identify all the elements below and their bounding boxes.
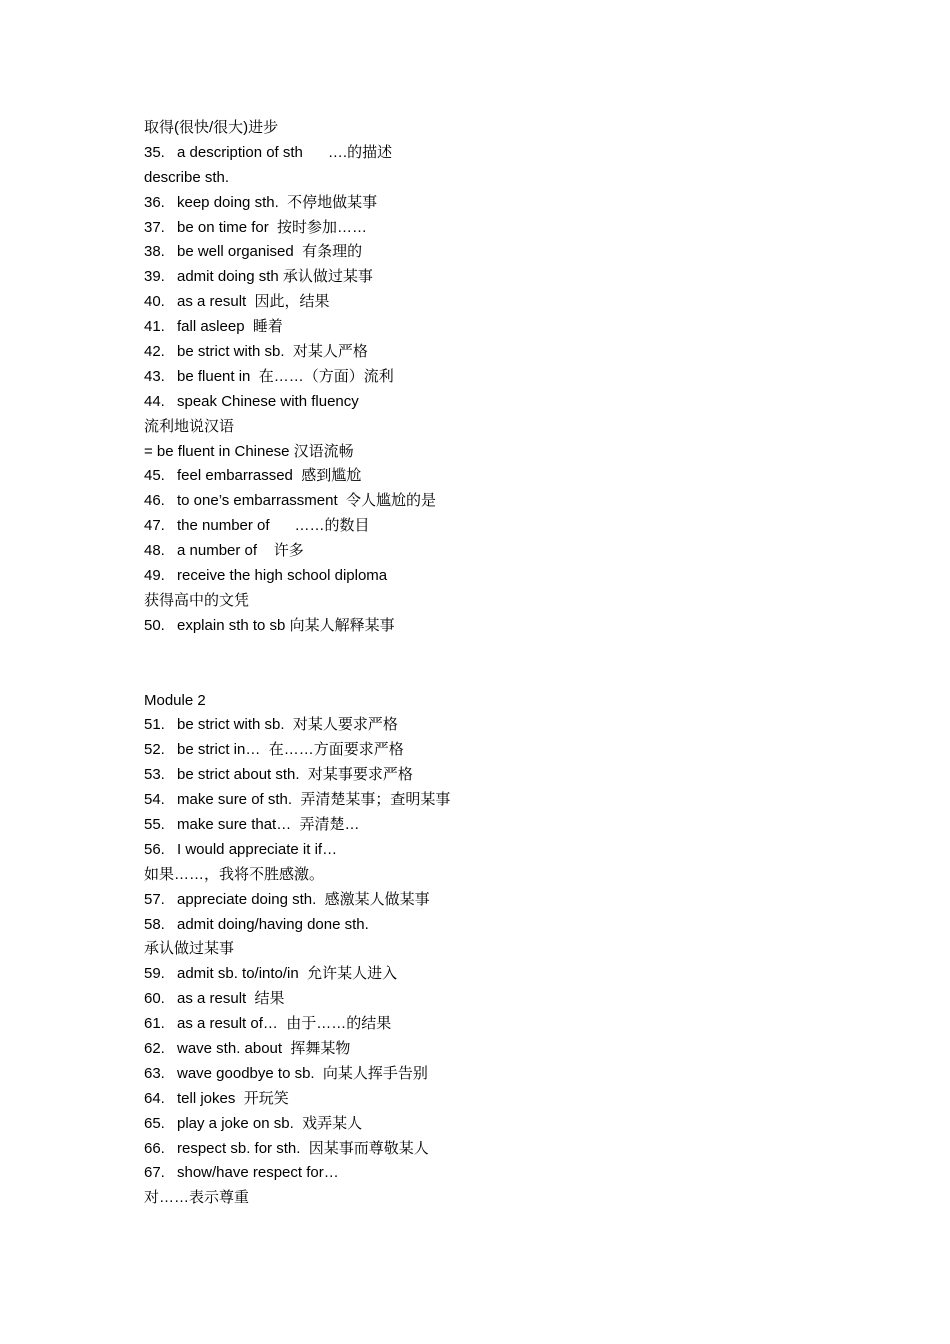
item-text: fall asleep 睡着 [177,318,283,336]
vocab-line [144,191,844,216]
item-number: 59. [144,965,165,983]
vocab-line [144,1037,844,1062]
vocab-line [144,489,844,514]
item-text: explain sth to sb 向某人解释某事 [177,616,395,634]
vocab-line [144,689,844,714]
vocab-line [144,863,844,888]
vocab-line [144,888,844,913]
vocab-line [144,738,844,763]
item-number: 36. [144,193,165,211]
vocab-line [144,116,844,141]
item-text: play a joke on sb. 戏弄某人 [177,1114,363,1132]
item-text: 流利地说汉语 [144,417,235,435]
vocab-line [144,415,844,440]
item-text: Module 2 [144,691,206,709]
vocab-line [144,440,844,465]
vocab-line [144,1087,844,1112]
item-text: I would appreciate it if… [177,840,338,858]
item-number: 43. [144,367,165,385]
vocab-line [144,166,844,191]
item-number: 38. [144,243,165,261]
vocab-line [144,614,844,639]
section-spacer [144,639,844,689]
item-number: 41. [144,318,165,336]
item-number: 58. [144,915,165,933]
item-number: 56. [144,840,165,858]
item-number: 51. [144,716,165,734]
item-text: speak Chinese with fluency [177,392,359,410]
item-number: 46. [144,492,165,510]
item-number: 39. [144,268,165,286]
item-number: 48. [144,542,165,560]
item-text: 对……表示尊重 [144,1189,250,1207]
item-number: 49. [144,567,165,585]
item-text: admit sb. to/into/in 允许某人进入 [177,965,398,983]
item-number: 57. [144,890,165,908]
vocab-line [144,514,844,539]
vocab-line [144,713,844,738]
vocab-line [144,240,844,265]
item-text: 取得(很快/很大)进步 [144,119,279,136]
item-text: wave sth. about 挥舞某物 [177,1039,351,1057]
vocab-line [144,365,844,390]
item-number: 61. [144,1015,165,1033]
item-text: a description of sth ….的描述 [177,143,393,161]
vocab-line [144,539,844,564]
item-text: a number of 许多 [177,542,304,560]
item-text: 如果……，我将不胜感激。 [144,865,325,883]
vocab-line [144,788,844,813]
item-text: respect sb. for sth. 因某事而尊敬某人 [177,1139,429,1157]
item-text: be strict in… 在……方面要求严格 [177,741,404,759]
item-text: make sure that… 弄清楚… [177,815,360,833]
item-number: 40. [144,293,165,311]
vocab-line [144,913,844,938]
item-text: be well organised 有条理的 [177,243,363,261]
item-number: 60. [144,990,165,1008]
item-text: wave goodbye to sb. 向某人挥手告别 [177,1064,428,1082]
item-text: be strict about sth. 对某事要求严格 [177,766,413,784]
vocab-line [144,464,844,489]
item-text: keep doing sth. 不停地做某事 [177,193,378,211]
item-text: tell jokes 开玩笑 [177,1089,289,1107]
item-text: be strict with sb. 对某人要求严格 [177,716,398,734]
item-text: as a result of… 由于……的结果 [177,1015,392,1033]
item-number: 67. [144,1164,165,1182]
item-number: 64. [144,1089,165,1107]
item-number: 42. [144,343,165,361]
item-number: 62. [144,1039,165,1057]
vocab-line [144,1062,844,1087]
item-number: 44. [144,392,165,410]
vocab-line [144,315,844,340]
vocab-section-module-1 [144,116,844,639]
item-text: be fluent in 在……（方面）流利 [177,367,394,385]
vocab-line [144,141,844,166]
vocab-line [144,216,844,241]
item-number: 37. [144,218,165,236]
item-number: 35. [144,143,165,161]
vocab-line [144,813,844,838]
vocab-line [144,962,844,987]
item-text: to one’s embarrassment 令人尴尬的是 [177,492,436,510]
item-text: show/have respect for… [177,1164,339,1182]
vocab-line [144,1012,844,1037]
vocab-line [144,265,844,290]
vocab-line [144,1112,844,1137]
document-content [144,116,844,1211]
vocab-line [144,937,844,962]
item-text: receive the high school diploma [177,567,388,585]
vocab-line [144,340,844,365]
vocab-section-module-2 [144,689,844,1212]
item-text: = be fluent in Chinese 汉语流畅 [144,442,354,460]
item-text: make sure of sth. 弄清楚某事；查明某事 [177,791,451,809]
vocab-line [144,838,844,863]
item-text: be strict with sb. 对某人严格 [177,343,368,361]
item-text: admit doing sth 承认做过某事 [177,268,373,286]
item-number: 53. [144,766,165,784]
item-text: as a result 因此，结果 [177,293,330,311]
vocab-line [144,390,844,415]
item-text: admit doing/having done sth. [177,915,369,933]
item-number: 54. [144,791,165,809]
item-number: 65. [144,1114,165,1132]
item-number: 63. [144,1064,165,1082]
item-number: 66. [144,1139,165,1157]
vocab-line [144,1161,844,1186]
item-number: 45. [144,467,165,485]
vocab-line [144,589,844,614]
item-text: describe sth. [144,168,230,186]
item-text: as a result 结果 [177,990,285,1008]
item-number: 47. [144,517,165,535]
item-number: 52. [144,741,165,759]
item-text: the number of ……的数目 [177,517,370,535]
vocab-line [144,564,844,589]
vocab-line [144,987,844,1012]
vocab-line [144,1186,844,1211]
vocab-line [144,1137,844,1162]
item-text: feel embarrassed 感到尴尬 [177,467,362,485]
item-text: 承认做过某事 [144,940,235,958]
item-number: 55. [144,815,165,833]
item-text: be on time for 按时参加…… [177,218,368,236]
item-text: 获得高中的文凭 [144,591,250,609]
item-number: 50. [144,616,165,634]
vocab-line [144,290,844,315]
item-text: appreciate doing sth. 感激某人做某事 [177,890,430,908]
vocab-line [144,763,844,788]
